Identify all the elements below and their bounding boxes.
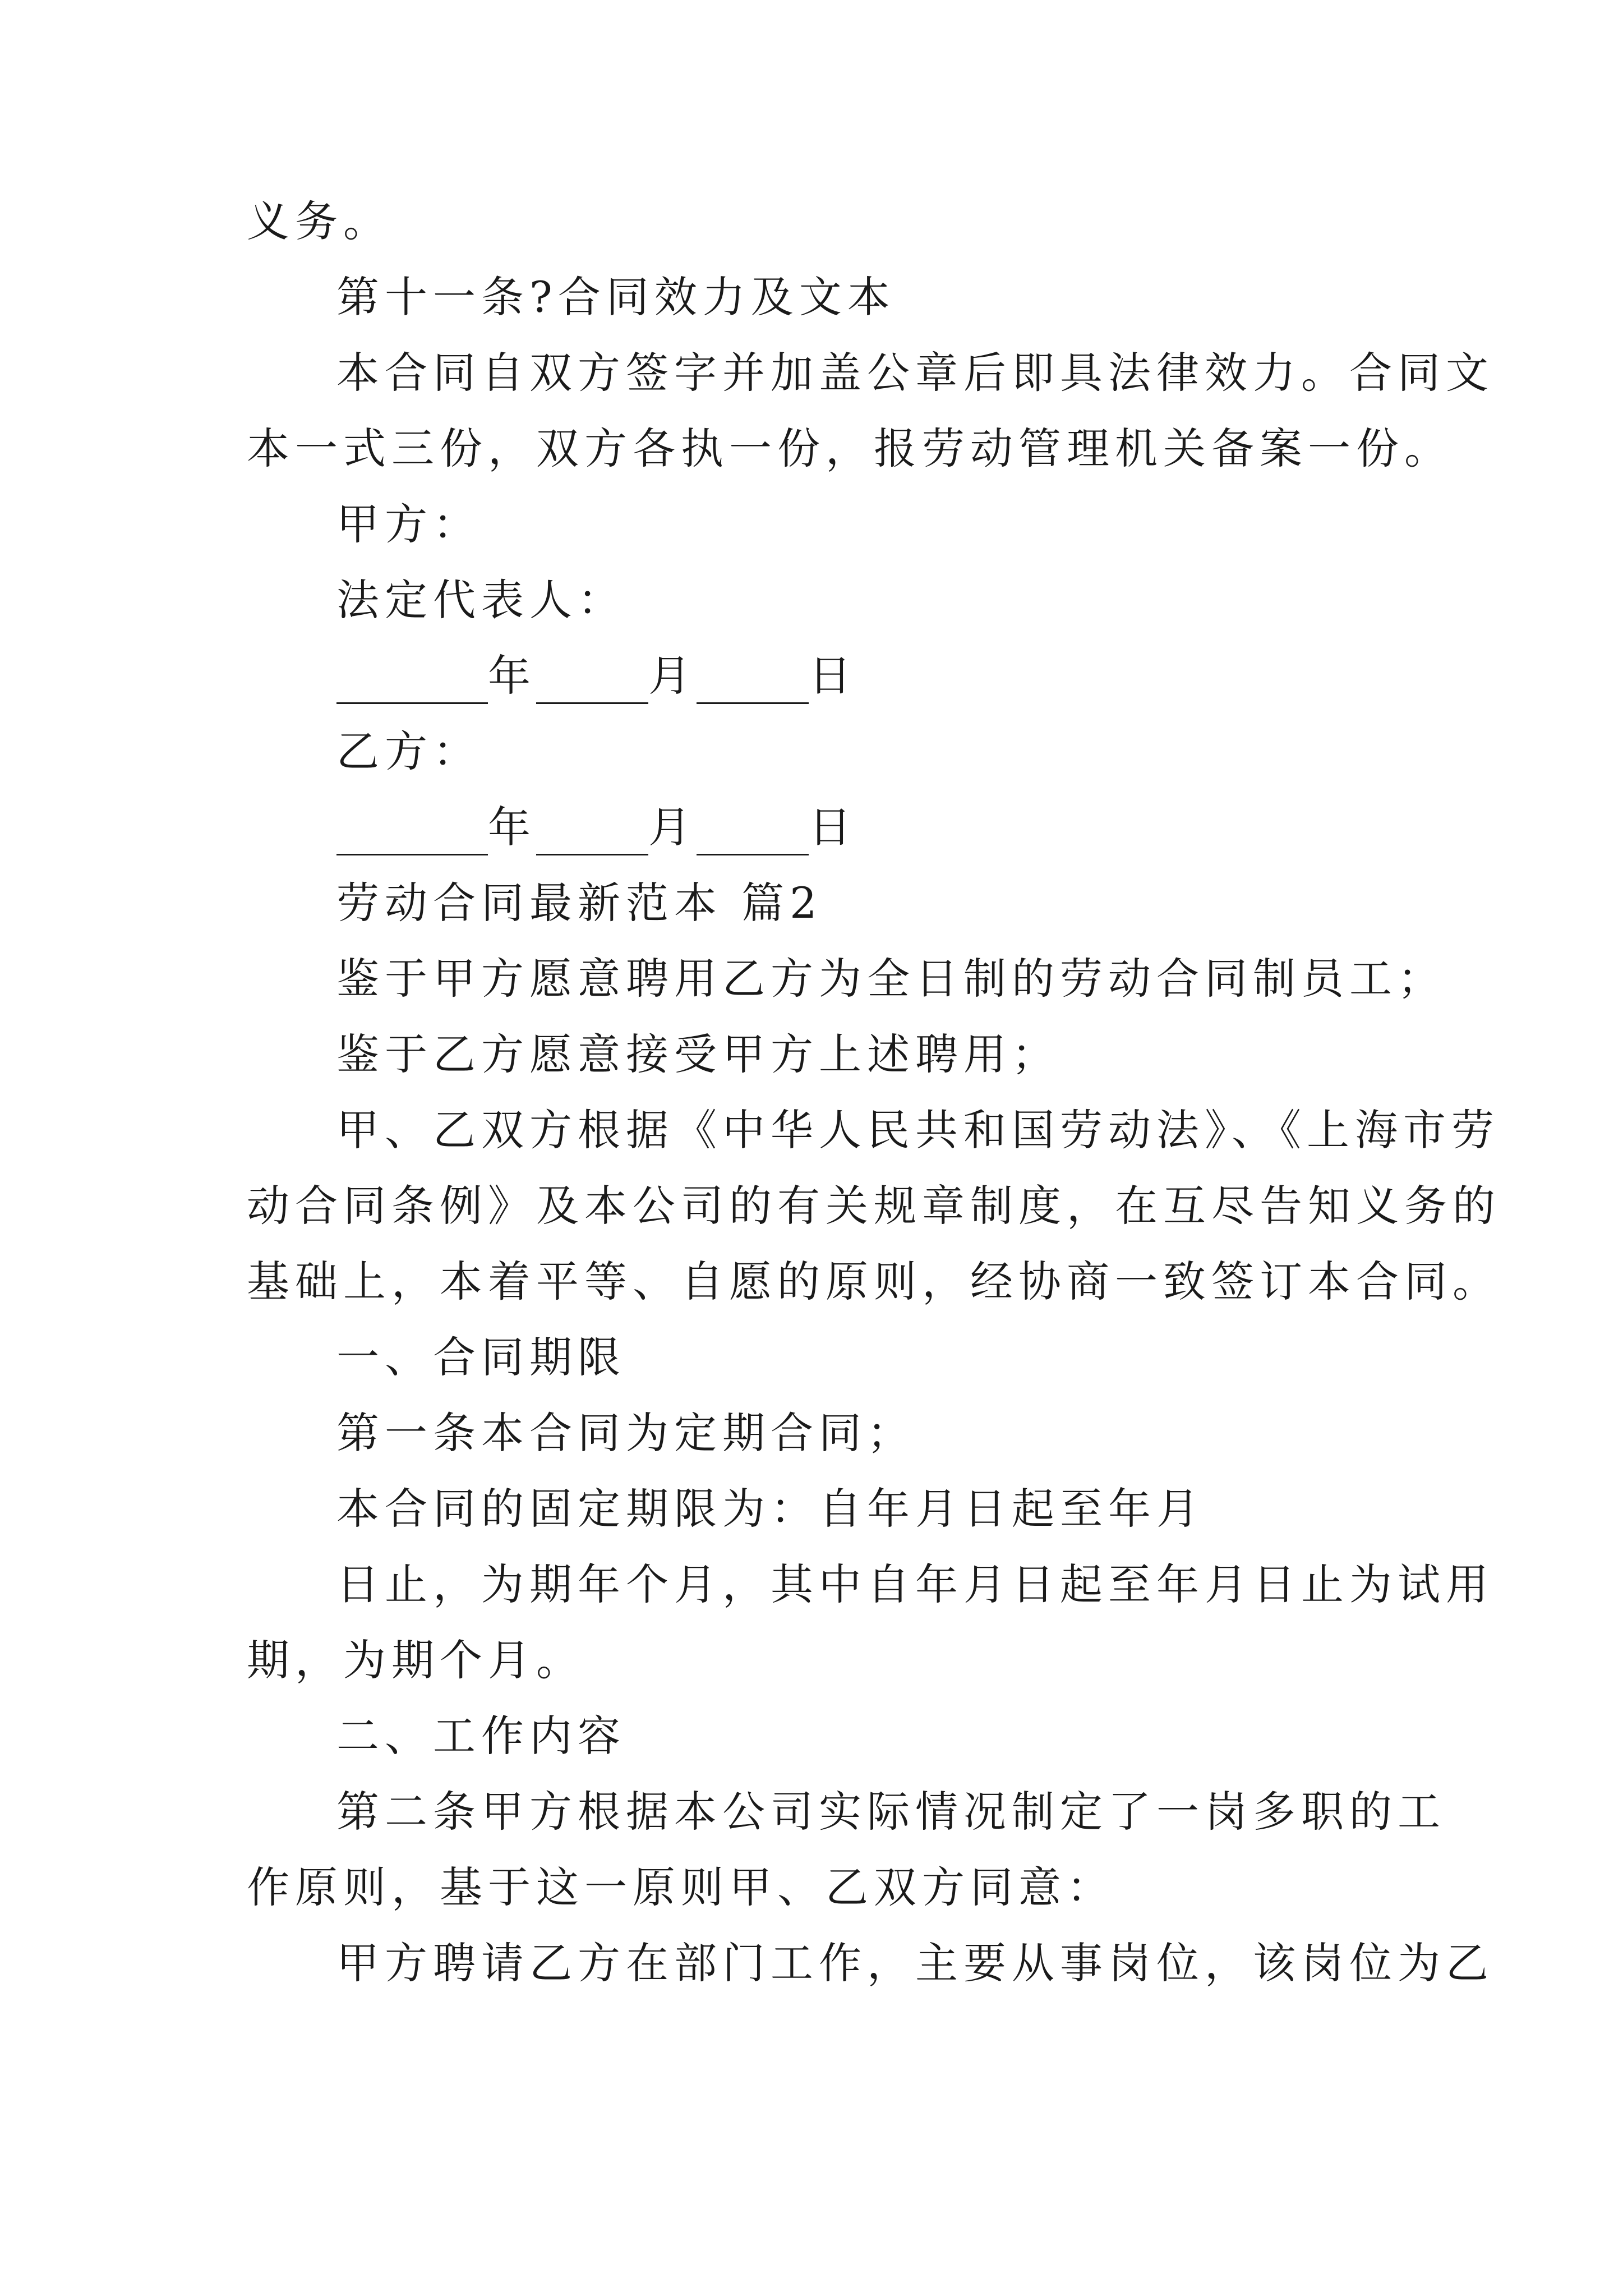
year-blank[interactable]	[336, 657, 488, 704]
section-heading: 二、工作内容	[336, 1711, 626, 1761]
month-label: 月	[648, 802, 697, 852]
article-heading: 第十一条?合同效力及文本	[336, 272, 896, 322]
text-line: 第一条本合同为定期合同；	[336, 1408, 915, 1458]
section-heading: 一、合同期限	[336, 1332, 626, 1382]
month-label: 月	[648, 651, 697, 701]
text-line: 作原则，基于这一原则甲、乙双方同意：	[247, 1862, 1115, 1912]
legal-rep-label: 法定代表人：	[336, 575, 626, 625]
text-line: 动合同条例》及本公司的有关规章制度，在互尽告知义务的	[247, 1181, 1501, 1231]
text-line: 日止，为期年个月，其中自年月日起至年月日止为试用	[336, 1559, 1494, 1609]
date-line-party-a	[336, 648, 857, 704]
party-a-label: 甲方：	[336, 499, 481, 549]
text-line: 期，为期个月。	[247, 1635, 584, 1685]
day-blank[interactable]	[697, 809, 809, 855]
month-blank[interactable]	[536, 657, 648, 704]
text-line: 义务。	[247, 196, 391, 246]
text-line: 基础上，本着平等、自愿的原则，经协商一致签订本合同。	[247, 1257, 1501, 1306]
year-blank[interactable]	[336, 809, 488, 855]
text-line: 本合同的固定期限为：自年月日起至年月	[336, 1484, 1205, 1534]
text-line: 甲、乙双方根据《中华人民共和国劳动法》、《上海市劳	[336, 1105, 1500, 1155]
date-line-party-b	[336, 799, 857, 855]
day-label: 日	[809, 802, 857, 852]
text-line: 甲方聘请乙方在部门工作，主要从事岗位，该岗位为乙	[336, 1938, 1494, 1988]
text-line: 第二条甲方根据本公司实际情况制定了一岗多职的工	[336, 1787, 1446, 1837]
text-line: 鉴于乙方愿意接受甲方上述聘用；	[336, 1029, 1060, 1079]
text-line: 鉴于甲方愿意聘用乙方为全日制的劳动合同制员工；	[336, 954, 1446, 1004]
year-label: 年	[488, 802, 536, 852]
month-blank[interactable]	[536, 809, 648, 855]
day-blank[interactable]	[697, 657, 809, 704]
text-line: 本一式三份，双方各执一份，报劳动管理机关备案一份。	[247, 424, 1453, 473]
section-title: 劳动合同最新范本 篇2	[336, 878, 823, 928]
party-b-label: 乙方：	[336, 726, 481, 776]
text-line: 本合同自双方签字并加盖公章后即具法律效力。合同文	[336, 348, 1494, 398]
year-label: 年	[488, 651, 536, 701]
day-label: 日	[809, 651, 857, 701]
